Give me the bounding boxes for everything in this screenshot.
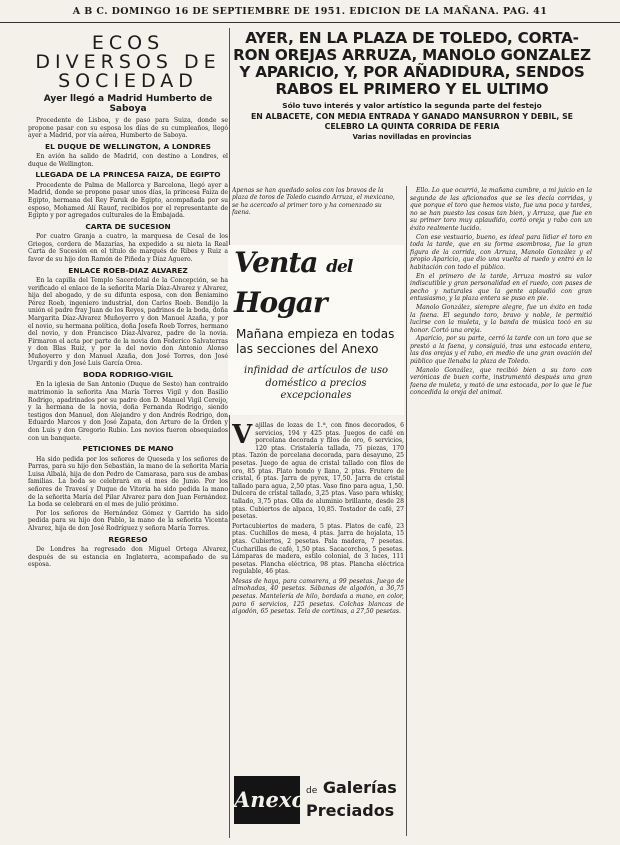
deck: EN ALBACETE, CON MEDIA ENTRADA Y GANADO MANSURRON Y DEBIL, SE CELEBRO LA QUINTA CORRIDA DE FERIA — [250, 112, 574, 131]
store-name: de Galerías Preciados — [306, 778, 397, 820]
deck: Varias novilladas en provincias — [352, 133, 472, 141]
headline-line: RON OREJAS ARRUZA, MANOLO GONZALEZ — [233, 46, 591, 64]
paragraph: Manolo González, siempre alegre, fue un éxito en toda la faena. El segundo toro, bravo y noble, le permitió lucirse con la muleta, y la banda de música tocó en su honor. Cortó una oreja. — [410, 303, 592, 334]
subhead: PETICIONES DE MANO — [82, 444, 174, 454]
column-rule — [406, 186, 407, 836]
ad-title: Venta del Hogar — [234, 246, 353, 319]
paragraph: Ha sido pedida por los señores de Queseda y los señores de Parras, para su hijo don Sebastián, la mano de la señorita María Luisa Albalá, hija de don Pedro de Camarasa, para sus de ambas familias. La boda se celebrará en el mes de Junio. Por los señores de Travesí y Duque de Vitoria ha sido pedida la mano de la señorita María del Pilar Alvarez para don Juan Fernández. La boda se celebrará en el mes de julio próximo. — [28, 455, 228, 509]
society-column — [28, 34, 228, 834]
paragraph: Con ese vestuario, bueno, es ideal para lidiar el toro en toda la tarde, que en su forma asombrosa, fue la gran figura de la corrida, con Arruza, Manolo González y el propio Aparicio, que dio una vuelta al ruedo y entró en la habitación con todo el público. — [410, 233, 592, 271]
headline-line: RABOS EL PRIMERO Y EL ULTIMO — [275, 80, 549, 98]
subhead: BODA RODRIGO-VIGIL — [83, 370, 173, 380]
bullfight-headline — [232, 30, 592, 141]
ad-body-text — [232, 422, 404, 836]
ad-line: infinidad de artículos de uso doméstico a precios excepcionales — [243, 365, 388, 401]
paragraph: Manolo González, que recibió bien a su toro con verónicas de buen corte, instrumentó después una gran faena de muleta, y mató de una estocada, por lo que le fue concedida la oreja del animal. — [410, 366, 592, 397]
headline-line: Y APARICIO, Y, POR AÑADIDURA, SENDOS — [239, 63, 585, 81]
paragraph: ajillas de lozas de 1.ª, con finos decorados, 6 servicios, 194 y 425 ptas. Juegos de café en porcelana decorada y filos de oro, 6 servicios, 120 ptas. Cristalería tallada, 75 piezas, 170 ptas. Tazón de porcelana decorada, para desayuno, 25 pesetas. Juego de agua de cristal tallado con filos de oro, 85 ptas. Plato hondo y llano, 2 ptas. Frutero de cristal, 6 ptas. Jarra de pyrex, 17,50. Jarra de cristal tallado para agua, 2,50 ptas. Vaso fino para agua, 1,50. Dulcera de cristal tallado, 3,25 ptas. Vaso para whisky, tallado, 3,75 ptas. Olla de aluminio brillante, desde 28 ptas. Cubiertos de alpaca, 10,85. Tostador de café, 27 pesetas. — [232, 422, 404, 521]
paragraph: De Londres ha regresado don Miguel Ortega Alvarez, después de su estancia en Inglaterra, acompañado de su esposa. — [28, 545, 228, 569]
ad-line: Mañana empieza en todas las secciones del Anexo — [236, 327, 395, 356]
paragraph: Portacubiertos de madera, 5 ptas. Platos de café, 23 ptas. Cuchillos de mesa, 4 ptas. Jarra de hojalata, 15 ptas. Cubiertos, 2 pesetas. Pala madera, 7 pesetas. Cucharillas de café, 1,50 ptas. Sacacorchos, 5 pesetas. Lámparas de madera, estilo colonial, de 3 luces, 111 pesetas. Plancha eléctrica, 98 ptas. Plancha eléctrica regulable, 46 ptas. — [232, 522, 404, 576]
paragraph: En la iglesia de San Antonio (Duque de Sesto) han contraído matrimonio la señorita Ana María Torres Vigil y don Basilio Rodrigo, apadrinados por su padre don D. Manuel Vigil Cereijo, y la hermana de la novia, doña Fernanda Rodrigo, siendo testigos don Manuel, don Alejandro y don Andrés Rodrigo, don Eduardo Marcos y don José Zapata, don Arturo de la Orden y don Luis y don Gregorio Rubio. Los novios fueron obsequiados con un banquete. — [28, 381, 228, 442]
section-title: ECOS DIVERSOS DE SOCIEDAD — [35, 34, 221, 92]
paragraph: En la capilla del Templo Sacerdotal de la Concepción, se ha verificado el enlace de la señorita María Díaz-Alvarez y Alvarez, hija del abogado, y de su difunta esposa, con don Beniamino Pérez Roeb, ingeniero industrial, don Carlos Roeb. Bendijo la unión el padre fray Juan de los Reyes, padrinos de la boda, doña Margarita Díaz-Alvarez Muñoyerro y don Manuel Azaña, y por el novio, su hermana política, doña Josefa Roeb Torres, hermano del novio, y don Francisco Díaz-Alvarez, padre de la novia. Firmaron el acta por parte de la novia don Federico Salvaterras y don Blas Ruiz, y por la del novio don Antonio Alonso Muñoyerro y don Manuel Azaña, don José Torres, don José Urgardi y don José Luis García Orea. — [28, 276, 228, 368]
paragraph: Por los señores de Hernández Gómez y Garrido ha sido pedida para su hijo don Pablo, la mano de la señorita Vicenta Alvarez, hija de don José Rodríguez y señora María Torres. — [28, 509, 228, 532]
headline-line: AYER, EN LA PLAZA DE TOLEDO, CORTA- — [245, 29, 579, 47]
anexo-block: Anexo — [234, 776, 300, 824]
article-intro: Apenas se han quedado solos con los bravos de la plaza de toros de Toledo cuando Arruza, el mexicano, se ha acercado al primer toro y ha comenzado su faena. — [232, 187, 395, 217]
subhead: CARTA DE SUCESION — [85, 221, 171, 231]
paragraph: Mesas de haya, para camarera, a 99 pesetas. Juego de almohadas, 40 pesetas. Sábanas de algodón, a 36,75 pesetas. Mantelería de hilo, bordada a mano, en color, para 6 servicios, 125 pesetas. Colchas blancas de algodón, 65 pesetas. Tela de cortinas, a 27,50 pesetas. — [232, 577, 404, 616]
subhead: LLEGADA DE LA PRINCESA FAIZA, DE EGIPTO — [35, 170, 221, 180]
paragraph: Ello. Lo que ocurrió, la mañana cumbre, a mi juicio en la segunda de las aficionados que se les decía corridas, y que porque el toro que hemos visto, fue una poca y tardes, no se han puesto las cosas tan bien, y Arruza, que fue en su primer toro muy aplaudido, cortó oreja y rabo con un éxito realmente lucido. — [410, 187, 592, 232]
drop-cap: V — [232, 422, 253, 450]
subhead: EL DUQUE DE WELLINGTON, A LONDRES — [45, 141, 211, 151]
subhead: REGRESO — [108, 534, 148, 544]
paragraph: Procedente de Palma de Mallorca y Barcelona, llegó ayer a Madrid, donde se propone pasar unos días, la princesa Faiza de Egipto, hermana del Rey Faruk de Egipto, acompañada por su esposo, Mohamed Alí Rauof, recibidos por el representante de Egipto y por agregados culturales de la Embajada. — [28, 181, 228, 220]
galerias-preciados-logo — [234, 776, 404, 828]
paragraph: En el primero de la tarde, Arruza mostró su valor indiscutible y gran personalidad en el ruedo, con pases de pecho y naturales que la gente aplaudió con gran entusiasmo, y la plaza entera se puso en pie. — [410, 272, 592, 303]
paragraph: Aparicio, por su parte, cerró la tarde con un toro que se prestó a la faena, y consiguió, tras una estocada entera, las dos orejas y el rabo, en medio de una gran ovación del público que llenaba la plaza de Toledo. — [410, 335, 592, 366]
venta-del-hogar-ad — [228, 245, 404, 415]
column-rule — [229, 28, 230, 838]
page-header: A B C. DOMINGO 16 DE SEPTIEMBRE DE 1951. EDICION DE LA MAÑANA. PAG. 41 — [0, 6, 620, 23]
paragraph: Procedente de Lisboa, y de paso para Suiza, donde se propone pasar con su esposa los días de su cumpleaños, llegó ayer a Madrid, por vía aérea, Humberto de Saboya. — [28, 117, 228, 140]
paragraph: En avión ha salido de Madrid, con destino a Londres, el duque de Wellington. — [28, 153, 228, 168]
deck: Sólo tuvo interés y valor artístico la segunda parte del festejo — [282, 101, 542, 110]
subhead-humberto: Ayer llegó a Madrid Humberto de Saboya — [43, 94, 213, 114]
bullfight-column — [410, 187, 592, 837]
paragraph: Por cuatro Granja a cuatro, la marquesa de Cesal de los Griegos, cordera de Mazarías, ha expedido a su nieta la Real Carta de Sucesión en el título de marqués de Ribes y Ruiz a favor de su hijo don Ramón de Piñeda y Díaz Aguero. — [28, 233, 228, 263]
subhead: ENLACE ROEB-DIAZ ALVAREZ — [68, 265, 188, 275]
